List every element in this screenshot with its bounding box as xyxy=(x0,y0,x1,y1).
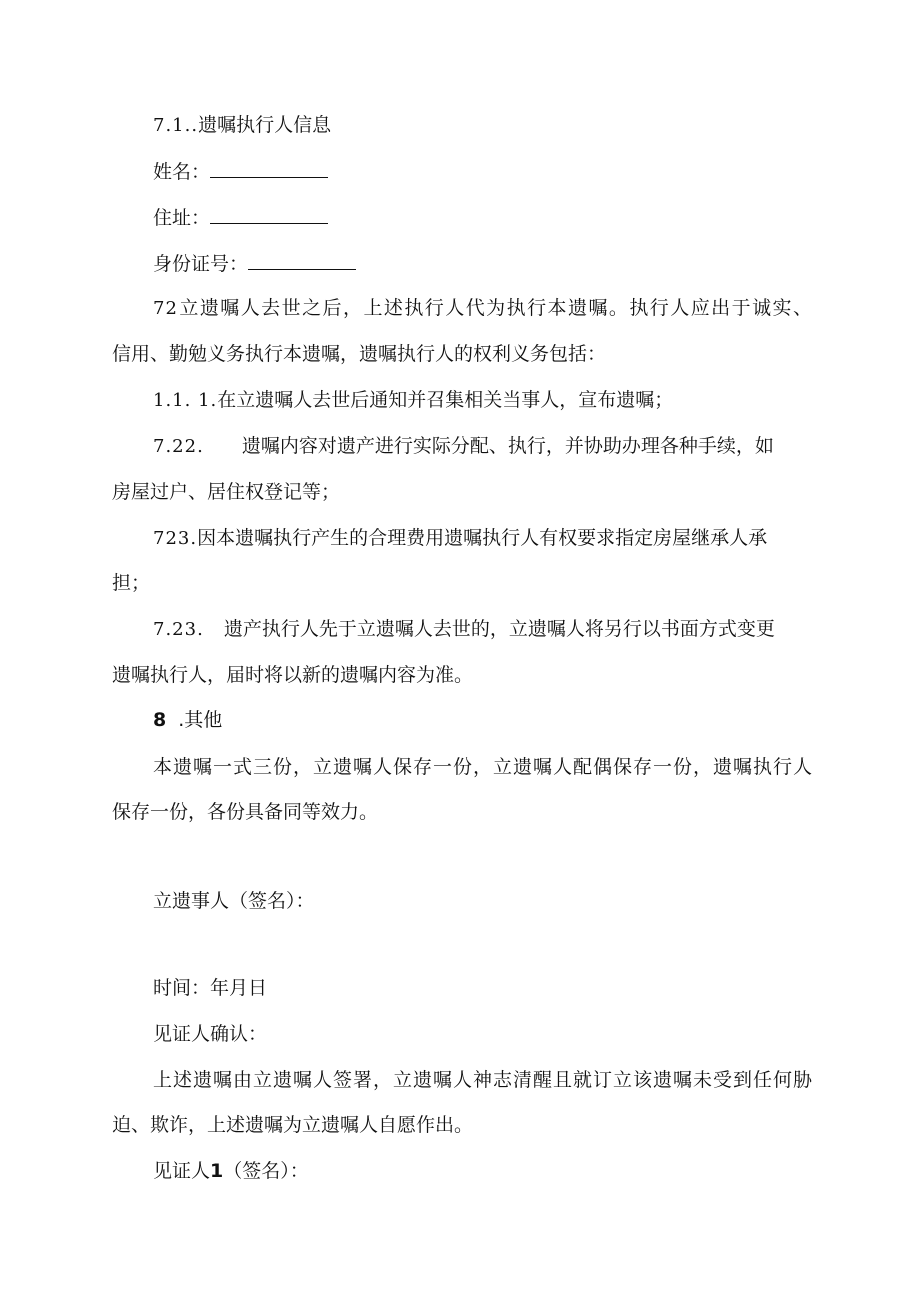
duty-item-3-number: 723. xyxy=(153,528,198,549)
signing-date-label: 时间：年月日 xyxy=(153,977,268,999)
executor-heading-text: 遗嘱执行人信息 xyxy=(198,114,332,136)
duty-item-3-text-1: 因本遗嘱执行产生的合理费用遗嘱执行人有权要求指定房屋继承人承 xyxy=(197,527,768,549)
executor-heading xyxy=(153,113,853,138)
section-8-number: 8 xyxy=(153,709,167,731)
clause-7-2-number: 72 xyxy=(153,298,178,319)
duty-item-2-line-1 xyxy=(153,434,853,459)
duty-item-4-line-2: 遗嘱执行人，届时将以新的遗嘱内容为准。 xyxy=(112,664,474,686)
executor-id-blank[interactable] xyxy=(248,251,356,270)
executor-name-blank[interactable] xyxy=(210,159,328,178)
duty-item-4-number: 7.23. xyxy=(153,619,204,640)
executor-id-label: 身份证号： xyxy=(153,253,249,275)
duty-item-1-text: 在立遗嘱人去世后通知并召集相关当事人，宣布遗嘱； xyxy=(217,389,674,411)
witness-1-number: 1 xyxy=(210,1160,224,1182)
duty-item-2-number: 7.22. xyxy=(153,436,204,457)
section-8-heading xyxy=(153,708,853,732)
witness-1-suffix: （签名）： xyxy=(223,1160,309,1182)
clause-7-2-line-2: 信用、勤勉义务执行本遗嘱，遗嘱执行人的权利义务包括： xyxy=(112,343,607,365)
duty-item-1-number: 1.1. 1. xyxy=(153,390,218,411)
duty-item-4-line-1 xyxy=(153,617,853,642)
witness-1-signature-label xyxy=(153,1159,853,1183)
executor-name-label: 姓名： xyxy=(153,161,211,183)
clause-7-2-text-1: 立遗嘱人去世之后，上述执行人代为执行本遗嘱。执行人应出于诚实、 xyxy=(177,297,812,319)
executor-id-row xyxy=(153,251,853,276)
witness-statement-line-1: 上述遗嘱由立遗嘱人签署，立遗嘱人神志清醒且就订立该遗嘱未受到任何胁 xyxy=(153,1069,812,1091)
duty-item-2-text-1: 遗嘱内容对遗产进行实际分配、执行，并协助办理各种手续，如 xyxy=(241,435,774,457)
executor-address-blank[interactable] xyxy=(210,205,328,224)
testator-signature-label: 立遗事人（签名）： xyxy=(153,890,315,912)
clause-7-2-line-1 xyxy=(153,296,812,321)
executor-address-row xyxy=(153,205,853,230)
executor-heading-number: 7.1.. xyxy=(153,115,199,136)
section-8-line-2: 保存一份，各份具备同等效力。 xyxy=(112,801,379,823)
section-8-title: .其他 xyxy=(178,709,223,731)
executor-address-label: 住址： xyxy=(153,207,211,229)
duty-item-3-line-1 xyxy=(153,526,853,551)
witness-confirmation-label: 见证人确认： xyxy=(153,1023,268,1045)
witness-statement-line-2: 迫、欺诈，上述遗嘱为立遗嘱人自愿作出。 xyxy=(112,1114,474,1136)
section-8-line-1: 本遗嘱一式三份，立遗嘱人保存一份，立遗嘱人配偶保存一份，遗嘱执行人 xyxy=(153,756,812,778)
duty-item-2-line-2: 房屋过户、居住权登记等； xyxy=(112,481,341,503)
executor-name-row xyxy=(153,159,853,184)
witness-1-prefix: 见证人 xyxy=(153,1160,211,1182)
duty-item-3-line-2: 担； xyxy=(112,572,151,594)
duty-item-4-text-1: 遗产执行人先于立遗嘱人去世的，立遗嘱人将另行以书面方式变更 xyxy=(223,618,775,640)
duty-item-1 xyxy=(153,388,853,413)
